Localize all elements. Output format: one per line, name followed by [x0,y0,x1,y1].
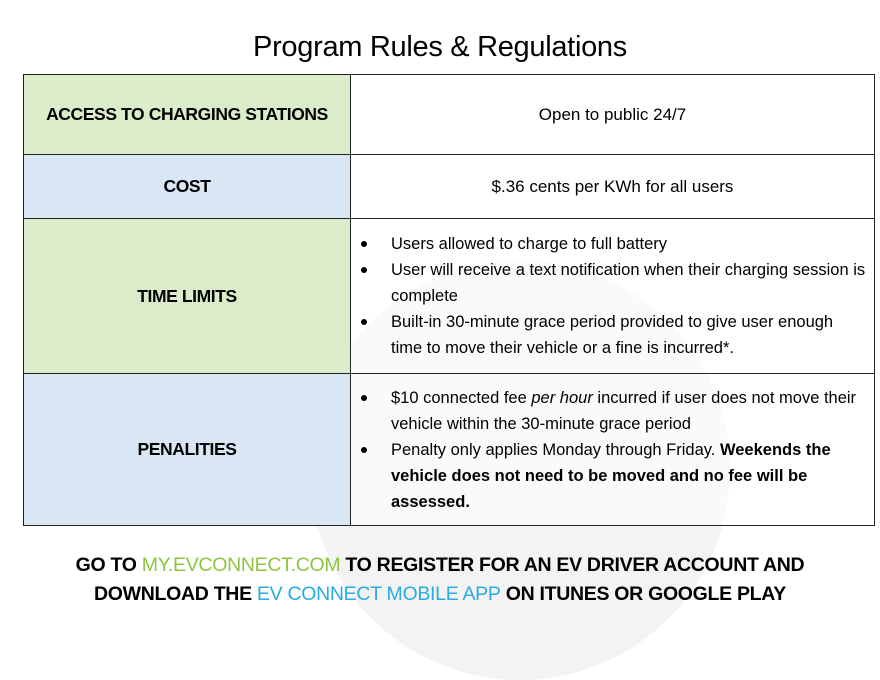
table-row-penalties [24,374,875,526]
list-item [391,385,866,437]
footer-line-2 [0,580,880,609]
penalties-list [351,385,874,515]
table-row-access [24,75,875,155]
penalty-days-text: Penalty only applies Monday through Friday. [391,440,720,459]
footer-text: GO TO [75,554,142,576]
list-item: Users allowed to charge to full battery [391,231,866,257]
list-item: Built-in 30-minute grace period provided to give user enough time to move their vehicle or a fine is incurred*. [391,309,866,361]
rules-table [23,74,875,526]
page-title: Program Rules & Regulations [253,31,627,64]
penalty-fee-text-rest: incurred if user does not move their vehicle within the 30-minute grace period [391,388,857,433]
footer-call-to-action [0,551,880,609]
list-item [391,437,866,515]
time-limits-label: TIME LIMITS [24,219,351,374]
list-item: User will receive a text notification when their charging session is complete [391,257,866,309]
footer-text: TO REGISTER FOR AN EV DRIVER ACCOUNT AND [340,554,805,576]
footer-text: ON ITUNES OR GOOGLE PLAY [500,583,786,605]
penalties-label: PENALITIES [24,374,351,526]
mobile-app-link[interactable]: EV CONNECT MOBILE APP [256,583,501,605]
time-limits-details [351,219,875,374]
penalty-fee-text: $10 connected fee [391,388,532,407]
footer-line-1 [0,551,880,580]
table-row-cost [24,155,875,219]
evconnect-website-link[interactable]: MY.EVCONNECT.COM [141,554,341,576]
time-limits-list [351,231,874,361]
penalty-weekends-note: Weekends the vehicle does not need to be moved and no fee will be assessed. [391,440,831,511]
footer-text: DOWNLOAD THE [94,583,257,605]
table-row-time-limits [24,219,875,374]
cost-label: COST [24,155,351,219]
penalty-fee-emphasis: per hour [531,388,593,407]
cost-value: $.36 cents per KWh for all users [351,155,875,219]
access-value: Open to public 24/7 [351,75,875,155]
penalties-details [351,374,875,526]
access-label: ACCESS TO CHARGING STATIONS [24,75,351,155]
